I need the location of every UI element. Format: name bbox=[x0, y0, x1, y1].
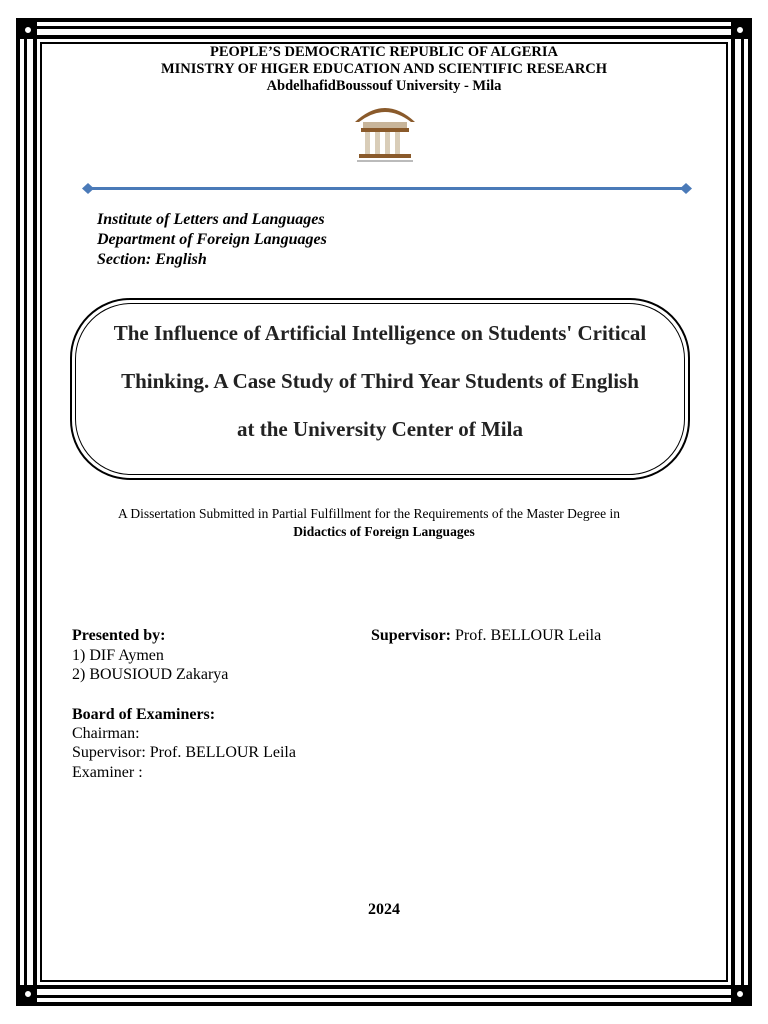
section-name: Section: English bbox=[97, 251, 207, 268]
supervisor-line bbox=[371, 626, 601, 646]
board-heading: Board of Examiners: bbox=[72, 706, 216, 723]
year: 2024 bbox=[368, 901, 400, 918]
corner-ornament-bottom-right bbox=[731, 985, 749, 1003]
author-1: 1) DIF Aymen bbox=[72, 647, 164, 664]
author-2: 2) BOUSIOUD Zakarya bbox=[72, 666, 229, 683]
dissertation-statement: A Dissertation Submitted in Partial Fulfillment for the Requirements of the Master Degree in bbox=[118, 506, 621, 521]
presented-by-heading: Presented by: bbox=[72, 627, 166, 644]
corner-ornament-top-left bbox=[19, 21, 37, 39]
university-logo bbox=[349, 100, 421, 173]
board-supervisor: Supervisor: Prof. BELLOUR Leila bbox=[72, 744, 296, 761]
board-examiner: Examiner : bbox=[72, 764, 143, 781]
corner-ornament-bottom-left bbox=[19, 985, 37, 1003]
department-name: Department of Foreign Languages bbox=[97, 231, 327, 248]
header-republic: PEOPLE’S DEMOCRATIC REPUBLIC OF ALGERIA bbox=[209, 44, 559, 60]
board-chairman: Chairman: bbox=[72, 725, 140, 742]
corner-ornament-top-right bbox=[731, 21, 749, 39]
header-university: AbdelhafidBoussouf University - Mila bbox=[266, 78, 502, 94]
header-ministry: MINISTRY OF HIGER EDUCATION AND SCIENTIFIC RESEARCH bbox=[160, 61, 608, 77]
header-divider bbox=[82, 182, 692, 201]
title-line-2: Thinking. A Case Study of Third Year Students of English bbox=[121, 369, 639, 393]
title-line-1: The Influence of Artificial Intelligence on Students' Critical bbox=[113, 321, 647, 345]
title-line-3: at the University Center of Mila bbox=[237, 417, 523, 441]
degree-field: Didactics of Foreign Languages bbox=[293, 524, 475, 539]
supervisor-name: Prof. BELLOUR Leila bbox=[451, 627, 602, 644]
institute-name: Institute of Letters and Languages bbox=[97, 211, 325, 228]
supervisor-label: Supervisor: bbox=[371, 627, 451, 644]
